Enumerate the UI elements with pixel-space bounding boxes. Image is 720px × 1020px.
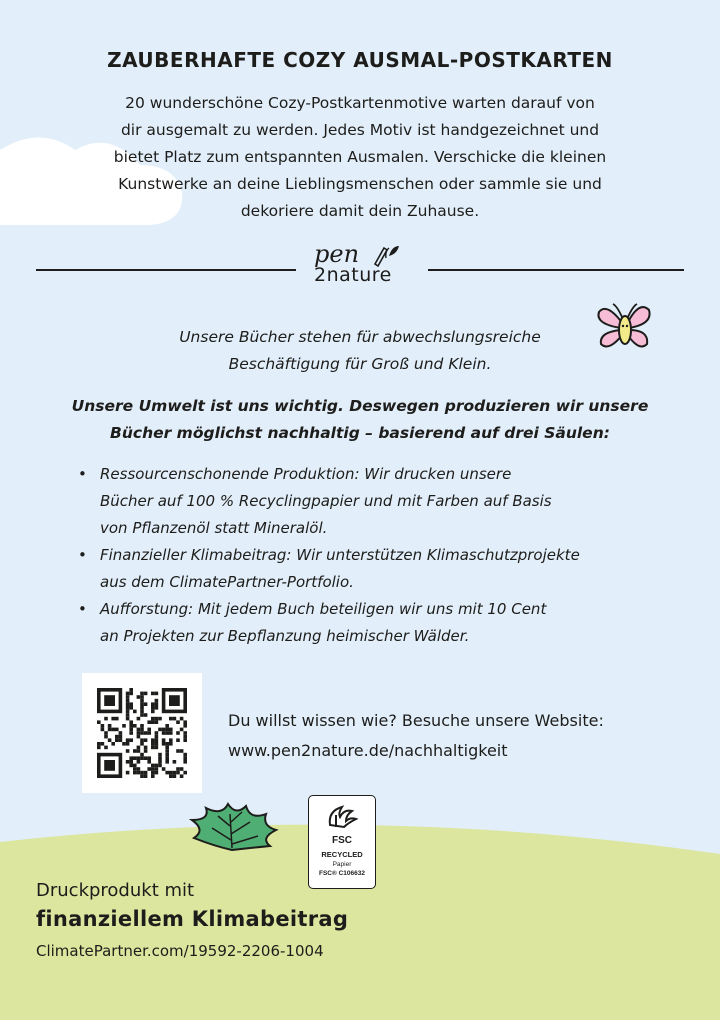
bullet-marker: • xyxy=(78,600,87,618)
list-item-line: Bücher auf 100 % Recyclingpapier und mit Farben auf Basis xyxy=(100,492,552,510)
leaf-icon xyxy=(184,800,280,856)
divider-left xyxy=(36,269,296,271)
list-item-line: aus dem ClimatePartner-Portfolio. xyxy=(100,573,354,591)
sustainability-heading-line: Unsere Umwelt ist uns wichtig. Deswegen produzieren wir unsere xyxy=(71,397,649,415)
intro-line: dir ausgemalt zu werden. Jedes Motiv ist handgezeichnet und xyxy=(120,121,600,139)
fsc-sub: Papier xyxy=(332,861,352,868)
page-title: ZAUBERHAFTE COZY AUSMAL-POSTKARTEN xyxy=(107,48,613,72)
climate-partner-label xyxy=(36,878,348,966)
fsc-label: RECYCLED xyxy=(321,850,363,859)
fsc-code: FSC xyxy=(332,835,352,846)
fsc-recycled-badge xyxy=(308,795,376,889)
slogan-text xyxy=(60,324,660,378)
website-prompt: Du willst wissen wie? Besuche unsere Website: xyxy=(228,711,604,730)
divider-right xyxy=(428,269,684,271)
pen2nature-logo xyxy=(300,240,425,298)
logo-text-pen: pen xyxy=(314,240,360,268)
list-item-line: Finanzieller Klimabeitrag: Wir unterstützen Klimaschutzprojekte xyxy=(100,546,580,564)
website-link[interactable]: www.pen2nature.de/nachhaltigkeit xyxy=(228,741,508,760)
website-info xyxy=(228,706,604,766)
climate-line-2: finanziellem Klimabeitrag xyxy=(36,907,349,931)
slogan-line: Beschäftigung für Groß und Klein. xyxy=(228,355,492,373)
list-item xyxy=(78,461,678,542)
list-item xyxy=(78,542,678,596)
fsc-license: FSC® C106632 xyxy=(319,870,365,877)
list-item-line: an Projekten zur Bepflanzung heimischer Wälder. xyxy=(100,627,470,645)
sustainability-heading-line: Bücher möglichst nachhaltig – basierend auf drei Säulen: xyxy=(110,424,610,442)
fsc-tree-icon xyxy=(324,801,360,829)
logo-text-nature: 2nature xyxy=(314,264,392,286)
intro-line: bietet Platz zum entspannten Ausmalen. Verschicke die kleinen xyxy=(113,148,607,166)
intro-line: Kunstwerke an deine Lieblingsmenschen oder sammle sie und xyxy=(118,175,602,193)
list-item-line: Ressourcenschonende Produktion: Wir drucken unsere xyxy=(100,465,512,483)
climate-line-1: Druckprodukt mit xyxy=(36,880,195,901)
slogan-line: Unsere Bücher stehen für abwechslungsreiche xyxy=(179,328,541,346)
list-item-line: Aufforstung: Mit jedem Buch beteiligen wir uns mit 10 Cent xyxy=(100,600,547,618)
sustainability-pillars-list xyxy=(78,461,678,650)
intro-line: 20 wunderschöne Cozy-Postkartenmotive warten darauf von xyxy=(125,94,595,112)
intro-text xyxy=(70,90,650,225)
list-item-line: von Pflanzenöl statt Mineralöl. xyxy=(100,519,328,537)
sustainability-heading xyxy=(40,393,680,447)
bullet-marker: • xyxy=(78,465,87,483)
intro-line: dekoriere damit dein Zuhause. xyxy=(240,202,480,220)
climate-id: ClimatePartner.com/19592-2206-1004 xyxy=(36,942,324,960)
qr-code-icon[interactable] xyxy=(82,673,202,793)
list-item xyxy=(78,596,678,650)
bullet-marker: • xyxy=(78,546,87,564)
